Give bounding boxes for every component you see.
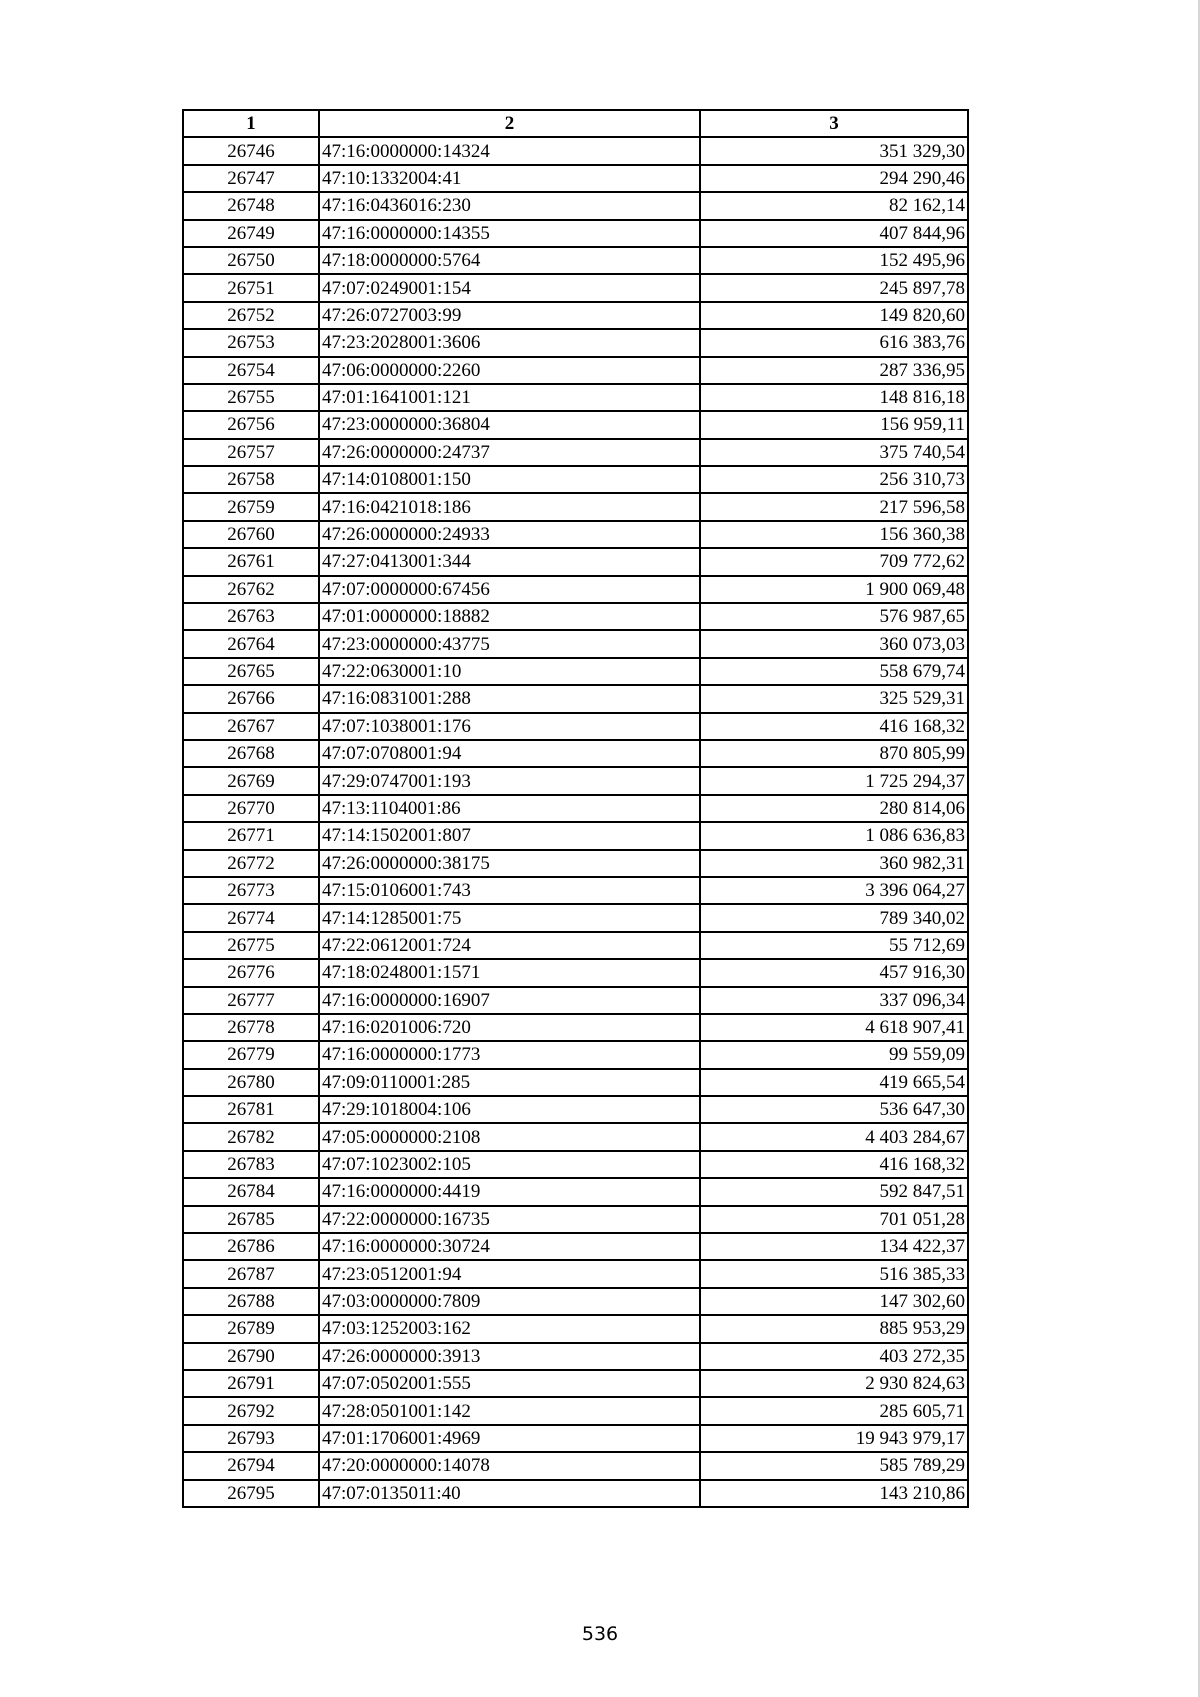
cadastral-number-cell: 47:13:1104001:86 — [319, 795, 700, 822]
table-row — [183, 1123, 968, 1150]
cadastral-number-cell: 47:05:0000000:2108 — [319, 1123, 700, 1150]
row-number-cell: 26780 — [183, 1069, 319, 1096]
row-number-cell: 26768 — [183, 740, 319, 767]
row-number-cell: 26763 — [183, 603, 319, 630]
table-header-row — [183, 110, 968, 137]
row-number-cell: 26747 — [183, 165, 319, 192]
cadastral-number-cell: 47:10:1332004:41 — [319, 165, 700, 192]
column-header-1: 1 — [183, 110, 319, 137]
cadastral-number-cell: 47:26:0000000:3913 — [319, 1343, 700, 1370]
cadastral-number-cell: 47:26:0000000:24737 — [319, 439, 700, 466]
cadastral-number-cell: 47:18:0000000:5764 — [319, 247, 700, 274]
row-number-cell: 26761 — [183, 548, 319, 575]
cadastral-number-cell: 47:26:0000000:38175 — [319, 850, 700, 877]
row-number-cell: 26766 — [183, 685, 319, 712]
value-cell: 885 953,29 — [700, 1315, 968, 1342]
table-row — [183, 329, 968, 356]
table-row — [183, 959, 968, 986]
row-number-cell: 26750 — [183, 247, 319, 274]
value-cell: 416 168,32 — [700, 1151, 968, 1178]
table-row — [183, 521, 968, 548]
page-number: 536 — [581, 1623, 619, 1645]
cadastral-number-cell: 47:16:0000000:14324 — [319, 137, 700, 164]
value-cell: 156 360,38 — [700, 521, 968, 548]
value-cell: 156 959,11 — [700, 411, 968, 438]
value-cell: 536 647,30 — [700, 1096, 968, 1123]
cadastral-number-cell: 47:28:0501001:142 — [319, 1397, 700, 1424]
row-number-cell: 26776 — [183, 959, 319, 986]
cadastral-number-cell: 47:09:0110001:285 — [319, 1069, 700, 1096]
value-cell: 287 336,95 — [700, 357, 968, 384]
value-cell: 616 383,76 — [700, 329, 968, 356]
value-cell: 375 740,54 — [700, 439, 968, 466]
value-cell: 419 665,54 — [700, 1069, 968, 1096]
cadastral-number-cell: 47:23:2028001:3606 — [319, 329, 700, 356]
value-cell: 148 816,18 — [700, 384, 968, 411]
table-row — [183, 1343, 968, 1370]
table-row — [183, 165, 968, 192]
table-row — [183, 1233, 968, 1260]
cadastral-number-cell: 47:01:1706001:4969 — [319, 1425, 700, 1452]
table-row — [183, 1178, 968, 1205]
cadastral-number-cell: 47:27:0413001:344 — [319, 548, 700, 575]
cadastral-number-cell: 47:16:0421018:186 — [319, 493, 700, 520]
row-number-cell: 26772 — [183, 850, 319, 877]
row-number-cell: 26753 — [183, 329, 319, 356]
table-row — [183, 767, 968, 794]
cadastral-number-cell: 47:26:0727003:99 — [319, 302, 700, 329]
cadastral-number-cell: 47:16:0000000:1773 — [319, 1041, 700, 1068]
value-cell: 4 403 284,67 — [700, 1123, 968, 1150]
table-row — [183, 1480, 968, 1507]
row-number-cell: 26787 — [183, 1260, 319, 1287]
row-number-cell: 26777 — [183, 987, 319, 1014]
cadastral-number-cell: 47:26:0000000:24933 — [319, 521, 700, 548]
value-cell: 82 162,14 — [700, 192, 968, 219]
cadastral-number-cell: 47:01:0000000:18882 — [319, 603, 700, 630]
value-cell: 360 982,31 — [700, 850, 968, 877]
table-row — [183, 1041, 968, 1068]
table-row — [183, 1288, 968, 1315]
value-cell: 709 772,62 — [700, 548, 968, 575]
table-row — [183, 1397, 968, 1424]
cadastral-number-cell: 47:01:1641001:121 — [319, 384, 700, 411]
table-row — [183, 630, 968, 657]
value-cell: 152 495,96 — [700, 247, 968, 274]
table-row — [183, 1452, 968, 1479]
row-number-cell: 26788 — [183, 1288, 319, 1315]
row-number-cell: 26757 — [183, 439, 319, 466]
value-cell: 256 310,73 — [700, 466, 968, 493]
cadastral-number-cell: 47:23:0512001:94 — [319, 1260, 700, 1287]
row-number-cell: 26769 — [183, 767, 319, 794]
row-number-cell: 26771 — [183, 822, 319, 849]
value-cell: 558 679,74 — [700, 658, 968, 685]
row-number-cell: 26758 — [183, 466, 319, 493]
value-cell: 2 930 824,63 — [700, 1370, 968, 1397]
cadastral-number-cell: 47:14:0108001:150 — [319, 466, 700, 493]
value-cell: 4 618 907,41 — [700, 1014, 968, 1041]
table-row — [183, 795, 968, 822]
cadastral-number-cell: 47:07:0249001:154 — [319, 274, 700, 301]
value-cell: 149 820,60 — [700, 302, 968, 329]
row-number-cell: 26760 — [183, 521, 319, 548]
value-cell: 217 596,58 — [700, 493, 968, 520]
table-row — [183, 740, 968, 767]
table-row — [183, 904, 968, 931]
row-number-cell: 26762 — [183, 576, 319, 603]
row-number-cell: 26773 — [183, 877, 319, 904]
cadastral-number-cell: 47:22:0612001:724 — [319, 932, 700, 959]
table-row — [183, 1014, 968, 1041]
value-cell: 99 559,09 — [700, 1041, 968, 1068]
value-cell: 870 805,99 — [700, 740, 968, 767]
table-row — [183, 220, 968, 247]
value-cell: 337 096,34 — [700, 987, 968, 1014]
cadastral-number-cell: 47:16:0000000:16907 — [319, 987, 700, 1014]
value-cell: 3 396 064,27 — [700, 877, 968, 904]
table-row — [183, 1151, 968, 1178]
value-cell: 147 302,60 — [700, 1288, 968, 1315]
value-cell: 516 385,33 — [700, 1260, 968, 1287]
row-number-cell: 26789 — [183, 1315, 319, 1342]
value-cell: 245 897,78 — [700, 274, 968, 301]
value-cell: 134 422,37 — [700, 1233, 968, 1260]
row-number-cell: 26793 — [183, 1425, 319, 1452]
row-number-cell: 26746 — [183, 137, 319, 164]
table-row — [183, 603, 968, 630]
table-row — [183, 1096, 968, 1123]
value-cell: 416 168,32 — [700, 713, 968, 740]
table-row — [183, 1260, 968, 1287]
row-number-cell: 26754 — [183, 357, 319, 384]
value-cell: 592 847,51 — [700, 1178, 968, 1205]
cadastral-number-cell: 47:07:0000000:67456 — [319, 576, 700, 603]
row-number-cell: 26764 — [183, 630, 319, 657]
value-cell: 1 725 294,37 — [700, 767, 968, 794]
row-number-cell: 26756 — [183, 411, 319, 438]
cadastral-number-cell: 47:14:1502001:807 — [319, 822, 700, 849]
cadastral-number-cell: 47:15:0106001:743 — [319, 877, 700, 904]
row-number-cell: 26770 — [183, 795, 319, 822]
cadastral-number-cell: 47:22:0630001:10 — [319, 658, 700, 685]
row-number-cell: 26759 — [183, 493, 319, 520]
table-row — [183, 822, 968, 849]
value-cell: 351 329,30 — [700, 137, 968, 164]
row-number-cell: 26774 — [183, 904, 319, 931]
cadastral-number-cell: 47:16:0201006:720 — [319, 1014, 700, 1041]
cadastral-number-cell: 47:07:0502001:555 — [319, 1370, 700, 1397]
value-cell: 1 900 069,48 — [700, 576, 968, 603]
cadastral-number-cell: 47:07:1023002:105 — [319, 1151, 700, 1178]
table-row — [183, 713, 968, 740]
table-row — [183, 658, 968, 685]
row-number-cell: 26767 — [183, 713, 319, 740]
value-cell: 585 789,29 — [700, 1452, 968, 1479]
cadastral-number-cell: 47:07:1038001:176 — [319, 713, 700, 740]
table-body — [183, 137, 968, 1507]
cadastral-number-cell: 47:16:0436016:230 — [319, 192, 700, 219]
cadastral-number-cell: 47:18:0248001:1571 — [319, 959, 700, 986]
value-cell: 457 916,30 — [700, 959, 968, 986]
cadastral-number-cell: 47:16:0000000:30724 — [319, 1233, 700, 1260]
row-number-cell: 26751 — [183, 274, 319, 301]
value-cell: 325 529,31 — [700, 685, 968, 712]
table-row — [183, 1425, 968, 1452]
cadastral-number-cell: 47:07:0135011:40 — [319, 1480, 700, 1507]
table-row — [183, 548, 968, 575]
table-row — [183, 274, 968, 301]
table-row — [183, 1206, 968, 1233]
table-row — [183, 850, 968, 877]
value-cell: 1 086 636,83 — [700, 822, 968, 849]
table-row — [183, 1370, 968, 1397]
row-number-cell: 26778 — [183, 1014, 319, 1041]
cadastral-value-table — [182, 109, 969, 1508]
table-row — [183, 987, 968, 1014]
value-cell: 407 844,96 — [700, 220, 968, 247]
cadastral-number-cell: 47:14:1285001:75 — [319, 904, 700, 931]
row-number-cell: 26779 — [183, 1041, 319, 1068]
cadastral-number-cell: 47:16:0831001:288 — [319, 685, 700, 712]
table-row — [183, 357, 968, 384]
cadastral-number-cell: 47:22:0000000:16735 — [319, 1206, 700, 1233]
table-row — [183, 877, 968, 904]
value-cell: 280 814,06 — [700, 795, 968, 822]
row-number-cell: 26749 — [183, 220, 319, 247]
row-number-cell: 26785 — [183, 1206, 319, 1233]
cadastral-number-cell: 47:03:0000000:7809 — [319, 1288, 700, 1315]
column-header-2: 2 — [319, 110, 700, 137]
row-number-cell: 26792 — [183, 1397, 319, 1424]
table-row — [183, 302, 968, 329]
row-number-cell: 26786 — [183, 1233, 319, 1260]
row-number-cell: 26794 — [183, 1452, 319, 1479]
value-cell: 360 073,03 — [700, 630, 968, 657]
value-cell: 576 987,65 — [700, 603, 968, 630]
cadastral-number-cell: 47:16:0000000:14355 — [319, 220, 700, 247]
table-row — [183, 192, 968, 219]
value-cell: 701 051,28 — [700, 1206, 968, 1233]
table-row — [183, 411, 968, 438]
cadastral-number-cell: 47:07:0708001:94 — [319, 740, 700, 767]
value-cell: 143 210,86 — [700, 1480, 968, 1507]
cadastral-number-cell: 47:16:0000000:4419 — [319, 1178, 700, 1205]
row-number-cell: 26791 — [183, 1370, 319, 1397]
row-number-cell: 26795 — [183, 1480, 319, 1507]
table-row — [183, 1315, 968, 1342]
row-number-cell: 26775 — [183, 932, 319, 959]
row-number-cell: 26755 — [183, 384, 319, 411]
value-cell: 55 712,69 — [700, 932, 968, 959]
row-number-cell: 26782 — [183, 1123, 319, 1150]
row-number-cell: 26752 — [183, 302, 319, 329]
value-cell: 403 272,35 — [700, 1343, 968, 1370]
row-number-cell: 26783 — [183, 1151, 319, 1178]
table-row — [183, 137, 968, 164]
row-number-cell: 26765 — [183, 658, 319, 685]
table-row — [183, 247, 968, 274]
value-cell: 294 290,46 — [700, 165, 968, 192]
table-row — [183, 1069, 968, 1096]
value-cell: 19 943 979,17 — [700, 1425, 968, 1452]
cadastral-number-cell: 47:29:0747001:193 — [319, 767, 700, 794]
cadastral-number-cell: 47:23:0000000:36804 — [319, 411, 700, 438]
row-number-cell: 26784 — [183, 1178, 319, 1205]
row-number-cell: 26781 — [183, 1096, 319, 1123]
cadastral-number-cell: 47:20:0000000:14078 — [319, 1452, 700, 1479]
cadastral-number-cell: 47:03:1252003:162 — [319, 1315, 700, 1342]
cadastral-number-cell: 47:06:0000000:2260 — [319, 357, 700, 384]
table-row — [183, 439, 968, 466]
cadastral-number-cell: 47:29:1018004:106 — [319, 1096, 700, 1123]
column-header-3: 3 — [700, 110, 968, 137]
row-number-cell: 26790 — [183, 1343, 319, 1370]
value-cell: 285 605,71 — [700, 1397, 968, 1424]
table-row — [183, 384, 968, 411]
table-row — [183, 576, 968, 603]
value-cell: 789 340,02 — [700, 904, 968, 931]
cadastral-number-cell: 47:23:0000000:43775 — [319, 630, 700, 657]
table-row — [183, 493, 968, 520]
table-row — [183, 466, 968, 493]
table-row — [183, 685, 968, 712]
table-row — [183, 932, 968, 959]
row-number-cell: 26748 — [183, 192, 319, 219]
